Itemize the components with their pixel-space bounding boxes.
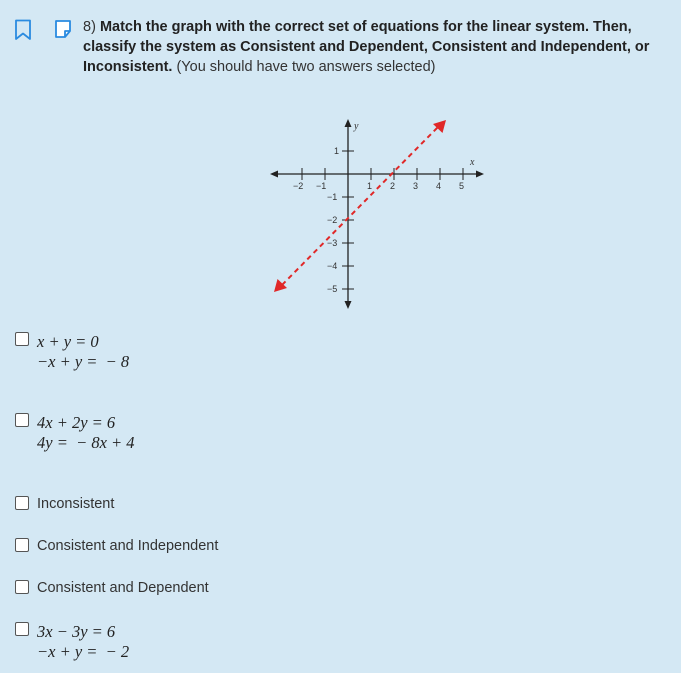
question-number: 8) [83,19,96,35]
equation-line: x + y = 0 [37,332,99,351]
choice-6[interactable] [15,622,129,662]
choice-1[interactable] [15,332,129,372]
choice-1-checkbox[interactable] [15,332,29,346]
bookmark-icon[interactable] [14,19,32,41]
line-arrow-bottom [274,279,287,292]
x-axis-arrow-left [270,171,278,178]
choice-4-checkbox[interactable] [15,538,29,552]
choice-5-label: Consistent and Dependent [37,580,209,596]
y-tick-label: −3 [327,238,338,248]
y-tick-label: −5 [327,284,338,294]
choice-3-checkbox[interactable] [15,496,29,510]
equation-line: 4y = − 8x + 4 [37,433,135,452]
choice-4-label: Consistent and Independent [37,538,219,554]
question-prompt: Match the graph with the correct set of equations for the linear system. Then, classify the system as Consistent and Dependent, Consistent and Independent, or Inconsistent. [83,19,650,75]
y-tick-label: 1 [334,146,340,156]
choice-3[interactable] [15,496,114,512]
x-axis-label: x [470,157,475,168]
choice-3-label: Inconsistent [37,496,115,512]
equation-line: −x + y = − 8 [37,352,130,371]
y-axis-arrow-down [345,301,352,309]
x-tick-label: 5 [459,181,465,191]
choice-2[interactable] [15,413,135,453]
system-line [282,127,438,285]
choice-6-equations [37,622,129,662]
choice-5[interactable] [15,580,209,596]
question-text [83,17,668,77]
y-tick-label: −4 [327,261,338,271]
x-tick-label: −2 [293,181,304,191]
question-note: (You should have two answers selected) [176,59,436,75]
choice-6-checkbox[interactable] [15,622,29,636]
choice-4[interactable] [15,538,218,554]
linear-system-graph [266,114,490,312]
equation-line: −x + y = − 2 [37,642,130,661]
x-axis-arrow-right [476,171,484,178]
choice-2-equations [37,413,135,453]
choice-5-checkbox[interactable] [15,580,29,594]
x-tick-label: 3 [413,181,419,191]
equation-line: 3x − 3y = 6 [37,622,116,641]
choice-1-equations [37,332,129,372]
y-tick-label: −2 [327,215,338,225]
x-tick-label: 2 [390,181,396,191]
choice-2-checkbox[interactable] [15,413,29,427]
x-tick-label: −1 [316,181,327,191]
y-axis-label: y [354,121,359,132]
x-tick-label: 4 [436,181,442,191]
x-tick-label: 1 [367,181,373,191]
equation-line: 4x + 2y = 6 [37,413,116,432]
note-icon[interactable] [53,19,73,39]
y-tick-label: −1 [327,192,338,202]
y-axis-arrow-up [345,119,352,127]
